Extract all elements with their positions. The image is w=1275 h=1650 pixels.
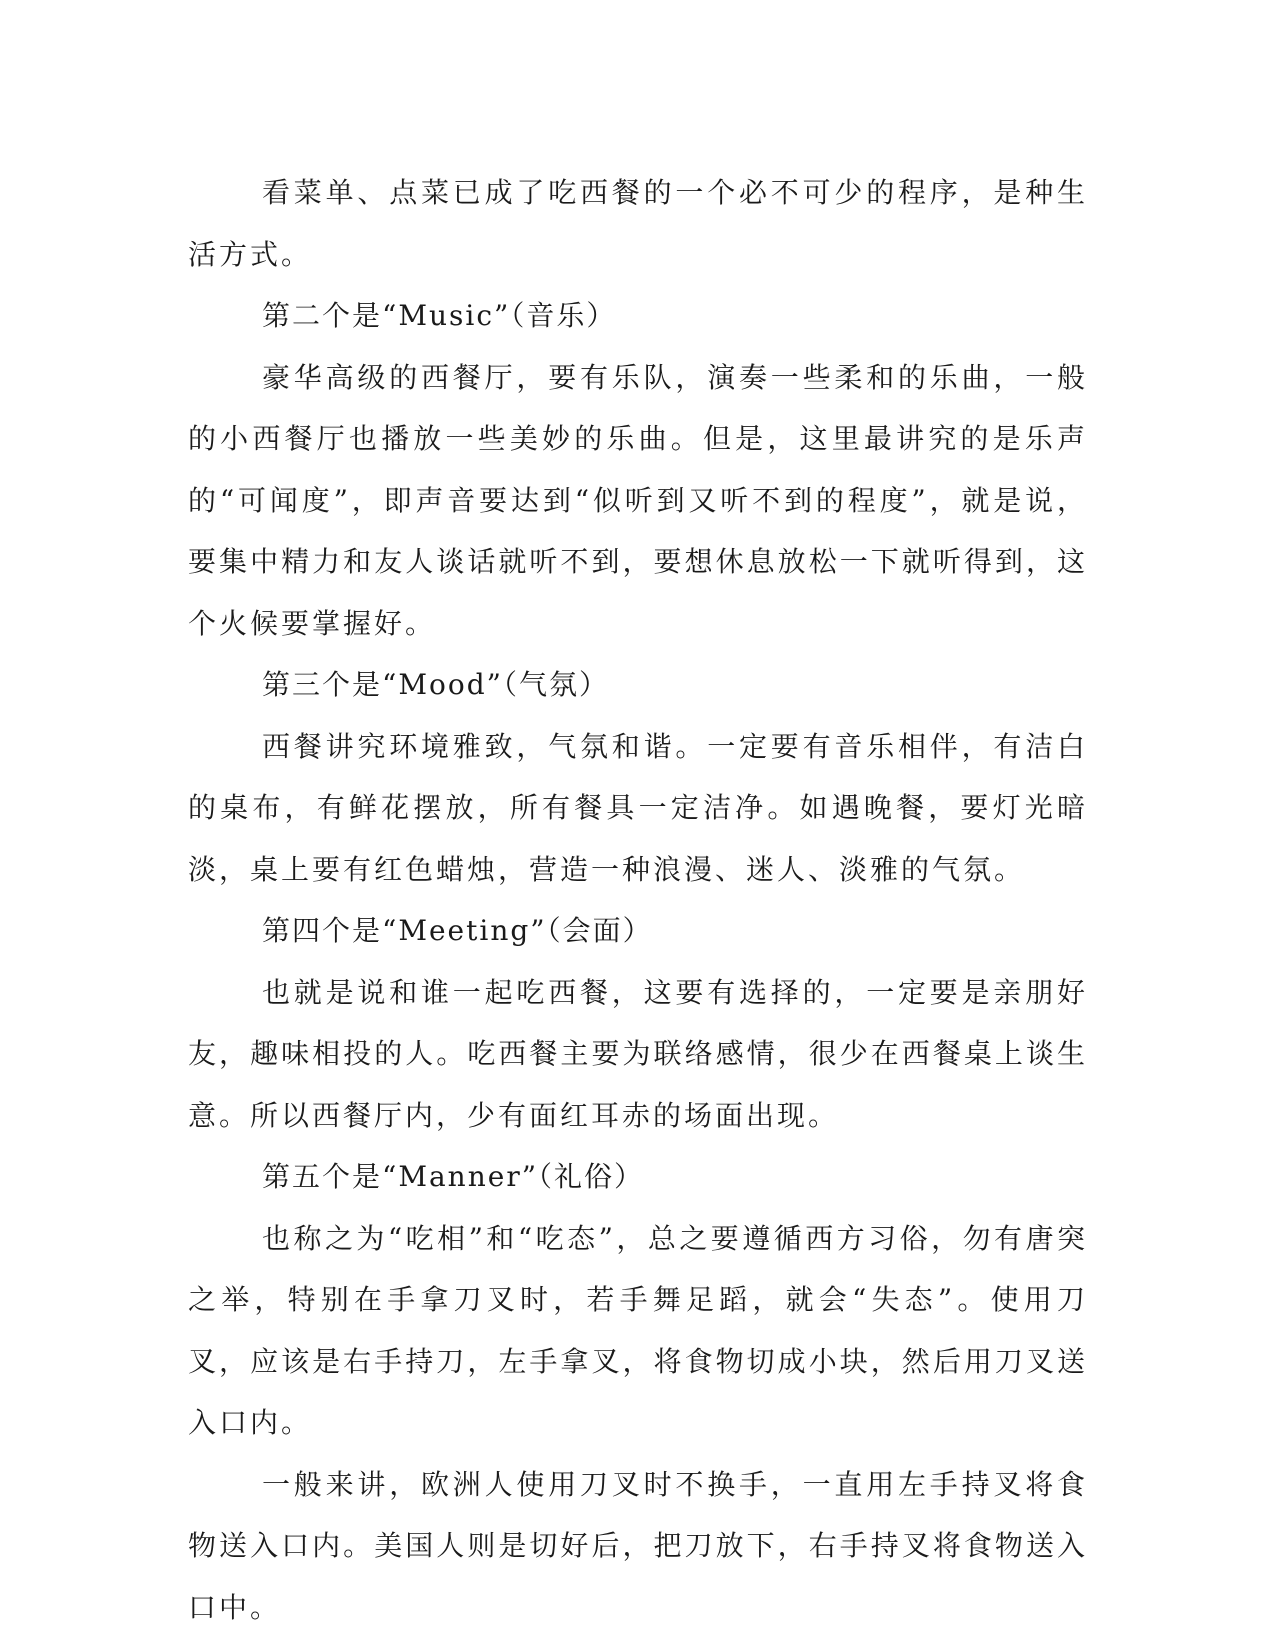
paragraph-music: 豪华高级的西餐厅，要有乐队，演奏一些柔和的乐曲，一般的小西餐厅也播放一些美妙的乐曲。但是，这里最讲究的是乐声的“可闻度”，即声音要达到“似听到又听不到的程度”，就是说，要集中精力和友人谈话就听不到，要想休息放松一下就听得到，这个火候要掌握好。 <box>188 360 1088 640</box>
paragraph-manner: 也称之为“吃相”和“吃态”，总之要遵循西方习俗，勿有唐突之举，特别在手拿刀叉时，若手舞足蹈，就会“失态”。使用刀叉，应该是右手持刀，左手拿叉，将食物切成小块，然后用刀叉送入口内。 <box>188 1221 1088 1439</box>
section-heading-meeting: 第四个是“Meeting”（会面） <box>262 914 653 947</box>
section-heading-music: 第二个是“Music”（音乐） <box>262 299 617 332</box>
section-heading-manner: 第五个是“Manner”（礼俗） <box>262 1160 645 1193</box>
paragraph-mood: 西餐讲究环境雅致，气氛和谐。一定要有音乐相伴，有洁白的桌布，有鲜花摆放，所有餐具一定洁净。如遇晚餐，要灯光暗淡，桌上要有红色蜡烛，营造一种浪漫、迷人、淡雅的气氛。 <box>188 729 1088 886</box>
paragraph-knife-fork-usage: 一般来讲，欧洲人使用刀叉时不换手，一直用左手持叉将食物送入口内。美国人则是切好后，把刀放下，右手持叉将食物送入口中。 <box>188 1467 1088 1624</box>
paragraph-menu-ordering: 看菜单、点菜已成了吃西餐的一个必不可少的程序，是种生活方式。 <box>188 176 1088 271</box>
document-body <box>188 162 1088 1638</box>
section-heading-mood: 第三个是“Mood”（气氛） <box>262 668 609 701</box>
paragraph-meeting: 也就是说和谁一起吃西餐，这要有选择的，一定要是亲朋好友，趣味相投的人。吃西餐主要为联络感情，很少在西餐桌上谈生意。所以西餐厅内，少有面红耳赤的场面出现。 <box>188 975 1088 1132</box>
